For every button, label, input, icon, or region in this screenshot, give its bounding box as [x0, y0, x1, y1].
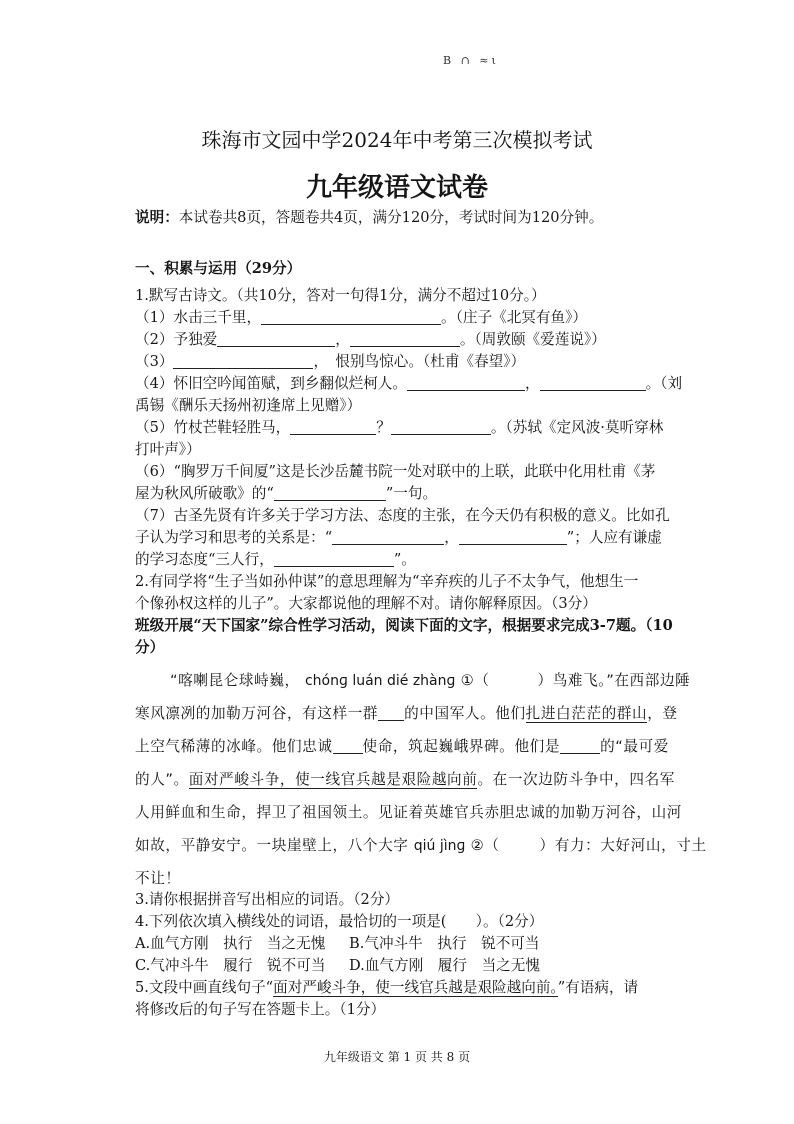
answer-blank[interactable]	[261, 309, 441, 325]
answer-blank[interactable]	[391, 419, 491, 435]
q1-2-source: 。（周敦颐《爱莲说》）	[459, 331, 606, 348]
q3: 3.请你根据拼音写出相应的词语。（2分）	[135, 891, 400, 908]
passage-line-6	[135, 834, 707, 855]
q1-4-comma: ，	[524, 375, 540, 392]
page-footer: 九年级语文 第 1 页 共 8 页	[323, 1050, 471, 1064]
q1-7-mid: ”；人应有谦虚	[566, 529, 662, 546]
passage-text: 如故，平静安宁。一块崖壁上，八个大字	[135, 837, 409, 854]
pinyin-2: qiú jìnɡ	[413, 838, 466, 854]
answer-blank[interactable]	[217, 331, 335, 347]
answer-blank[interactable]	[274, 485, 386, 501]
exam-note	[135, 206, 603, 227]
option-a[interactable]: A.血气方刚 执行 当之无愧	[135, 935, 326, 952]
q4-options-row-2	[135, 954, 540, 975]
option-d[interactable]: D.血气方刚 履行 当之无愧	[349, 957, 540, 974]
q1-4-prefix: （4）怀旧空吟闻笛赋，到乡翻似烂柯人。	[135, 375, 407, 392]
q1-1-source: 。（庄子《北冥有鱼》）	[441, 309, 587, 326]
section-title: 一、积累与运用（29分）	[135, 260, 302, 277]
q4-options-row-1	[135, 932, 540, 953]
q1-item-6: （6）“胸罗万千间厦”这是长沙岳麓书院一处对联中的上联，此联中化用杜甫《茅	[135, 463, 656, 480]
activity-instruction-cont: 分）	[135, 639, 165, 656]
answer-blank[interactable]	[540, 375, 646, 391]
q2-line-1: 2.有同学将“生子当如孙仲谋”的意思理解为“辛弃疾的儿子不太争气，他想生一	[135, 573, 639, 590]
q1-item-4	[135, 372, 682, 393]
q1-5-prefix: （5）竹杖芒鞋轻胜马，	[135, 419, 291, 436]
q1-6-prefix: 屋为秋风所破歌》的“	[135, 485, 274, 502]
blank-marker-2: ②（	[470, 837, 500, 854]
q1-item-5-cont: 打叶声》）	[135, 441, 201, 458]
activity-instruction: 班级开展“天下国家”综合性学习活动，阅读下面的文字，根据要求完成3-7题。（10	[135, 617, 673, 634]
q1-item-7: （7）古圣先贤有许多关于学习方法、态度的主张，在今天仍有积极的意义。比如孔	[135, 507, 670, 524]
q1-item-6-cont	[135, 482, 437, 503]
passage-text: 。在一次边防斗争中，四名军	[477, 771, 675, 788]
q1-1-prefix: （1）水击三千里，	[135, 309, 262, 326]
q5-quoted-sentence: 面对严峻斗争，使一线官兵越是艰险越向前。	[273, 979, 558, 996]
pinyin-1: chónɡ luán dié zhànɡ	[304, 673, 456, 689]
q5-cont: 将修改后的句子写在答题卡上。（1分）	[135, 1001, 386, 1018]
q5-prefix: 5.文段中画直线句子“	[135, 979, 274, 996]
note-label: 说明：	[135, 209, 179, 226]
option-c[interactable]: C.气冲斗牛 履行 锐不可当	[135, 957, 326, 974]
answer-blank[interactable]	[350, 331, 460, 347]
answer-blank[interactable]	[560, 738, 600, 754]
q1-7-prefix: 子认为学习和思考的关系是：“	[135, 529, 333, 546]
passage-text: 上空气稀薄的冰峰。他们忠诚	[135, 738, 333, 755]
answer-blank[interactable]	[173, 353, 313, 369]
passage-text: 寒风凛冽的加勒万河谷，有这样一群	[135, 705, 379, 722]
q1-item-1	[135, 306, 587, 327]
passage-text: 的“最可爱	[600, 738, 669, 755]
note-text: 本试卷共8页，答题卷共4页，满分120分，考试时间为120分钟。	[178, 209, 604, 226]
passage-text: 的中国军人。他们	[404, 705, 526, 722]
q1-item-2	[135, 328, 606, 349]
passage-line-1	[170, 669, 690, 690]
school-title: 珠海市文园中学2024年中考第三次模拟考试	[201, 128, 593, 152]
q1-7-comma: ，	[444, 529, 459, 546]
q1-5-source: 。（苏轼《定风波·莫听穿林	[490, 419, 664, 436]
passage-text: ，登	[647, 705, 678, 722]
option-b[interactable]: B.气冲斗牛 执行 锐不可当	[349, 935, 540, 952]
passage-line-5: 人用鲜血和生命，捍卫了祖国领土。见证着英雄官兵赤胆忠诚的加勒万河谷，山河	[135, 804, 682, 821]
q1-item-7-cont2	[135, 548, 416, 569]
q1-6-suffix: ”一句。	[385, 485, 438, 502]
q2-line-2: 个像孙权这样的儿子”。大家都说他的理解不对。请你解释原因。（3分）	[135, 595, 597, 612]
answer-blank[interactable]	[333, 738, 363, 754]
passage-text: 使命，筑起巍峨界碑。他们是	[362, 738, 561, 755]
exam-title: 九年级语文试卷	[305, 173, 488, 203]
q1-2-comma: ，	[335, 331, 350, 348]
q1-4-source: 。（刘	[645, 375, 683, 392]
q1-5-question: ？	[376, 419, 391, 436]
passage-line-7: 不让！	[135, 870, 181, 887]
passage-text: ）有力：大好河山，寸土	[539, 837, 707, 854]
answer-blank[interactable]	[332, 529, 444, 545]
passage-line-3	[135, 735, 669, 756]
q1-stem: 1.默写古诗文。（共10分，答对一句得1分，满分不超过10分。）	[135, 287, 546, 304]
q1-item-3	[135, 350, 525, 371]
underlined-sentence: 面对严峻斗争，使一线官兵越是艰险越向前	[188, 771, 478, 788]
q1-item-4-cont: 禹锡《酬乐天扬州初逢席上见赠》）	[135, 397, 362, 414]
q1-7-end: ”。	[393, 551, 416, 568]
q5-suffix: ”有语病，请	[557, 979, 639, 996]
q5	[135, 976, 638, 997]
q1-7-prefix2: 的学习态度“三人行，	[135, 551, 274, 568]
passage-text: ）鸟难飞。”在西部边陲	[537, 672, 691, 689]
answer-blank[interactable]	[290, 419, 376, 435]
blank-marker-1: ①（	[460, 672, 490, 689]
passage-line-2	[135, 702, 678, 723]
answer-blank[interactable]	[459, 529, 567, 545]
answer-blank[interactable]	[274, 551, 394, 567]
q1-item-5	[135, 416, 663, 437]
answer-blank[interactable]	[378, 705, 404, 721]
passage-text: 的人”。	[135, 771, 189, 788]
scan-mark: B ∩ ≈ι	[443, 54, 499, 67]
q1-item-7-cont	[135, 526, 662, 547]
passage-line-4	[135, 768, 675, 789]
passage-text: “喀喇昆仑球峙巍，	[170, 672, 300, 689]
q1-3-source: ， 恨别鸟惊心。（杜甫《春望》）	[313, 353, 526, 370]
q1-2-prefix: （2）予独爱	[135, 331, 218, 348]
q1-3-prefix: （3）	[135, 353, 174, 370]
answer-blank[interactable]	[407, 375, 525, 391]
underlined-phrase: 扎进白茫茫的群山	[525, 705, 648, 722]
q4: 4.下列依次填入横线处的词语，最恰切的一项是( ）。（2分）	[135, 913, 544, 930]
